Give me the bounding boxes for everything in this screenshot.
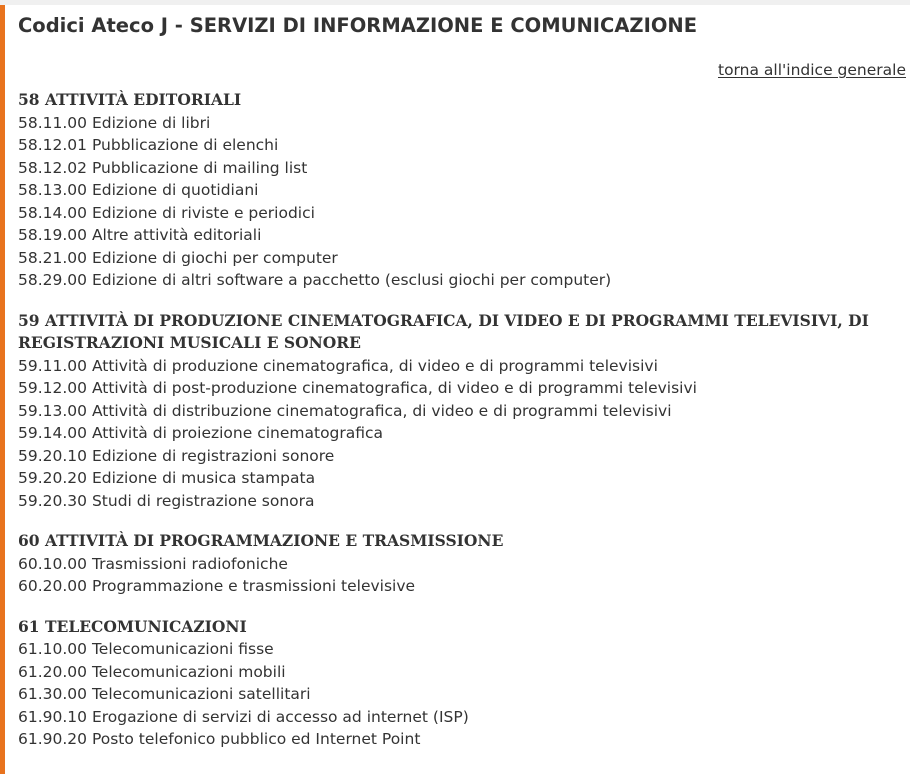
accent-left-bar	[0, 5, 5, 774]
section-heading: 60 ATTIVITÀ DI PROGRAMMAZIONE E TRASMISSIONE	[18, 531, 504, 550]
section-59	[18, 310, 906, 513]
section-heading: 59 ATTIVITÀ DI PRODUZIONE CINEMATOGRAFICA, DI VIDEO E DI PROGRAMMI TELEVISIVI, DI REGISTRAZIONI MUSICALI E SONORE	[18, 310, 869, 352]
code-item: 59.12.00 Attività di post-produzione cinematografica, di video e di programmi televisivi	[18, 379, 697, 397]
code-item: 59.11.00 Attività di produzione cinematografica, di video e di programmi televisivi	[18, 356, 658, 375]
code-item: 58.13.00 Edizione di quotidiani	[18, 181, 259, 199]
section-58	[18, 89, 906, 292]
code-list	[18, 355, 906, 513]
section-heading: 61 TELECOMUNICAZIONI	[18, 616, 247, 636]
code-item: 58.12.01 Pubblicazione di elenchi	[18, 136, 279, 154]
code-item: 61.90.10 Erogazione di servizi di accesso ad internet (ISP)	[18, 707, 469, 726]
sections-container	[18, 89, 906, 751]
code-list	[18, 638, 906, 751]
top-strip	[0, 0, 910, 5]
section-61	[18, 616, 906, 751]
code-list	[18, 112, 906, 292]
code-item: 61.30.00 Telecomunicazioni satellitari	[18, 685, 311, 703]
code-item: 59.20.20 Edizione di musica stampata	[18, 469, 316, 487]
code-item: 58.19.00 Altre attività editoriali	[18, 226, 262, 244]
back-to-index-link[interactable]: torna all'indice generale	[718, 61, 906, 79]
code-item: 61.20.00 Telecomunicazioni mobili	[18, 662, 286, 681]
page-title: Codici Ateco J - SERVIZI DI INFORMAZIONE E COMUNICAZIONE	[18, 14, 698, 37]
main-content	[18, 12, 906, 751]
code-item: 59.13.00 Attività di distribuzione cinematografica, di video e di programmi televisivi	[18, 401, 672, 420]
code-item: 58.11.00 Edizione di libri	[18, 113, 211, 132]
code-item: 60.20.00 Programmazione e trasmissioni televisive	[18, 577, 416, 595]
back-link-row	[18, 59, 906, 81]
section-heading: 58 ATTIVITÀ EDITORIALI	[18, 90, 242, 109]
code-item: 61.90.20 Posto telefonico pubblico ed Internet Point	[18, 730, 421, 748]
section-60	[18, 530, 906, 598]
code-item: 58.14.00 Edizione di riviste e periodici	[18, 203, 315, 222]
code-item: 58.29.00 Edizione di altri software a pacchetto (esclusi giochi per computer)	[18, 271, 612, 289]
code-item: 58.21.00 Edizione di giochi per computer	[18, 248, 338, 267]
code-item: 59.20.10 Edizione di registrazioni sonore	[18, 446, 335, 465]
code-item: 60.10.00 Trasmissioni radiofoniche	[18, 554, 288, 573]
code-item: 61.10.00 Telecomunicazioni fisse	[18, 640, 274, 658]
code-item: 59.14.00 Attività di proiezione cinematografica	[18, 424, 384, 442]
code-list	[18, 553, 906, 598]
code-item: 58.12.02 Pubblicazione di mailing list	[18, 158, 308, 177]
code-item: 59.20.30 Studi di registrazione sonora	[18, 491, 315, 510]
